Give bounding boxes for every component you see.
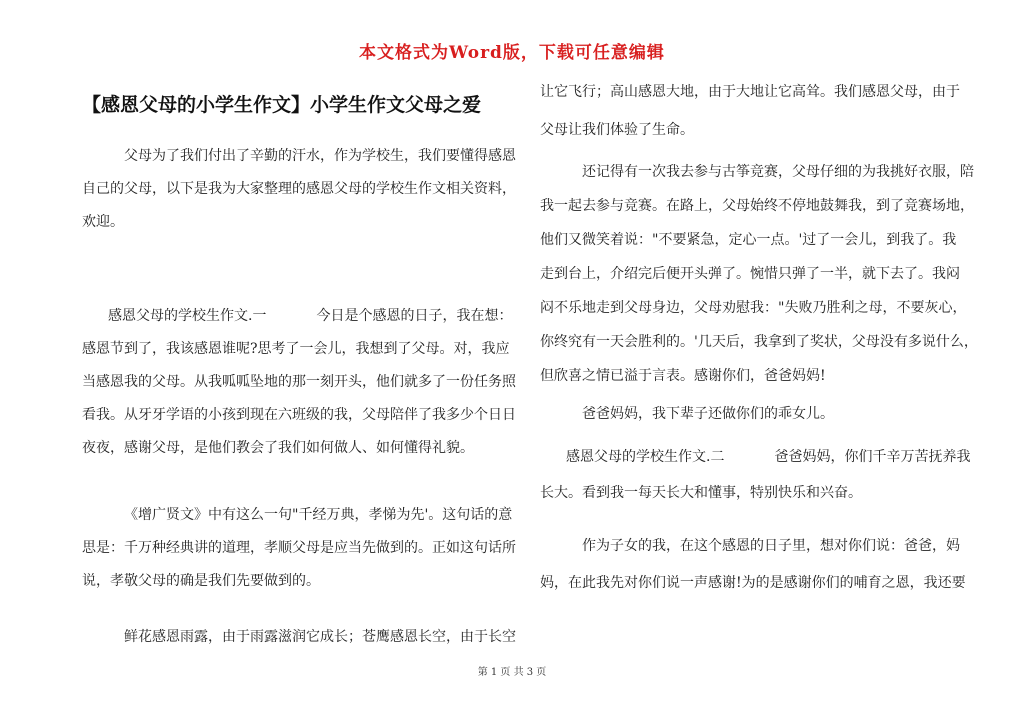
document-banner: 本文格式为Word版，下载可任意编辑 [359,43,665,63]
essay1-heading: 感恩父母的学校生作文.一 [108,308,267,324]
essay1-line: 感恩节到了，我该感恩谁呢?思考了一会儿，我想到了父母。对，我应 [82,341,510,357]
page-footer: 第 1 页 共 3 页 [477,667,547,678]
quote-line: 思是：千万种经典讲的道理，孝顺父母是应当先做到的。正如这句话所 [82,540,516,556]
essay2-first-text: 爸爸妈妈，你们千辛万苦抚养我 [774,449,971,465]
intro-line: 父母为了我们付出了辛勤的汗水，作为学校生，我们要懂得感恩 [124,148,516,164]
intro-line: 自己的父母，以下是我为大家整理的感恩父母的学校生作文相关资料， [82,181,516,197]
right-line: 让它飞行；高山感恩大地，由于大地让它高耸。我们感恩父母，由于 [540,84,960,100]
next-life-line: 爸爸妈妈，我下辈子还做你们的乖女儿。 [582,406,834,422]
quote-line: 说，孝敬父母的确是我们先要做到的。 [82,573,320,589]
essay1-line: 看我。从牙牙学语的小孩到现在六班级的我，父母陪伴了我多少个日日 [82,407,516,423]
essay2-line: 长大。看到我一每天长大和懂事，特别快乐和兴奋。 [540,485,862,501]
essay1-first-text: 今日是个感恩的日子，我在想： [316,308,513,324]
competition-line: 我一起去参与竞赛。在路上，父母始终不停地鼓舞我，到了竞赛场地， [540,198,974,214]
essay1-line: 当感恩我的父母。从我呱呱坠地的那一刻开头，他们就多了一份任务照 [82,374,516,390]
intro-line: 欢迎。 [82,214,124,230]
essay2-heading-line [566,440,970,474]
competition-line: 你终究有一天会胜利的。'几天后，我拿到了奖状，父母没有多说什么， [540,334,978,350]
quote-line: 《增广贤文》中有这么一句"千经万典，孝悌为先'。这句话的意 [124,507,513,523]
essay1-heading-line [108,299,512,333]
competition-line: 还记得有一次我去参与古筝竞赛，父母仔细的为我挑好衣服，陪 [582,164,974,180]
child-line: 作为子女的我，在这个感恩的日子里，想对你们说：爸爸，妈 [582,538,960,554]
right-line: 父母让我们体验了生命。 [540,122,694,138]
competition-line: 但欣喜之情已溢于言表。感谢你们，爸爸妈妈! [540,368,826,384]
essay2-heading: 感恩父母的学校生作文.二 [566,449,725,465]
flower-line: 鲜花感恩雨露，由于雨露滋润它成长；苍鹰感恩长空，由于长空 [124,629,516,645]
child-line: 妈，在此我先对你们说一声感谢!为的是感谢你们的哺育之恩，我还要 [540,575,966,591]
competition-line: 他们又微笑着说："不要紧急，定心一点。'过了一会儿，到我了。我 [540,232,957,248]
competition-line: 闷不乐地走到父母身边，父母劝慰我："失败乃胜利之母，不要灰心， [540,300,967,316]
document-title: 【感恩父母的小学生作文】小学生作文父母之爱 [82,94,482,116]
essay1-line: 夜夜，感谢父母，是他们教会了我们如何做人、如何懂得礼貌。 [82,440,474,456]
competition-line: 走到台上，介绍完后便开头弹了。惋惜只弹了一半，就下去了。我闷 [540,266,960,282]
